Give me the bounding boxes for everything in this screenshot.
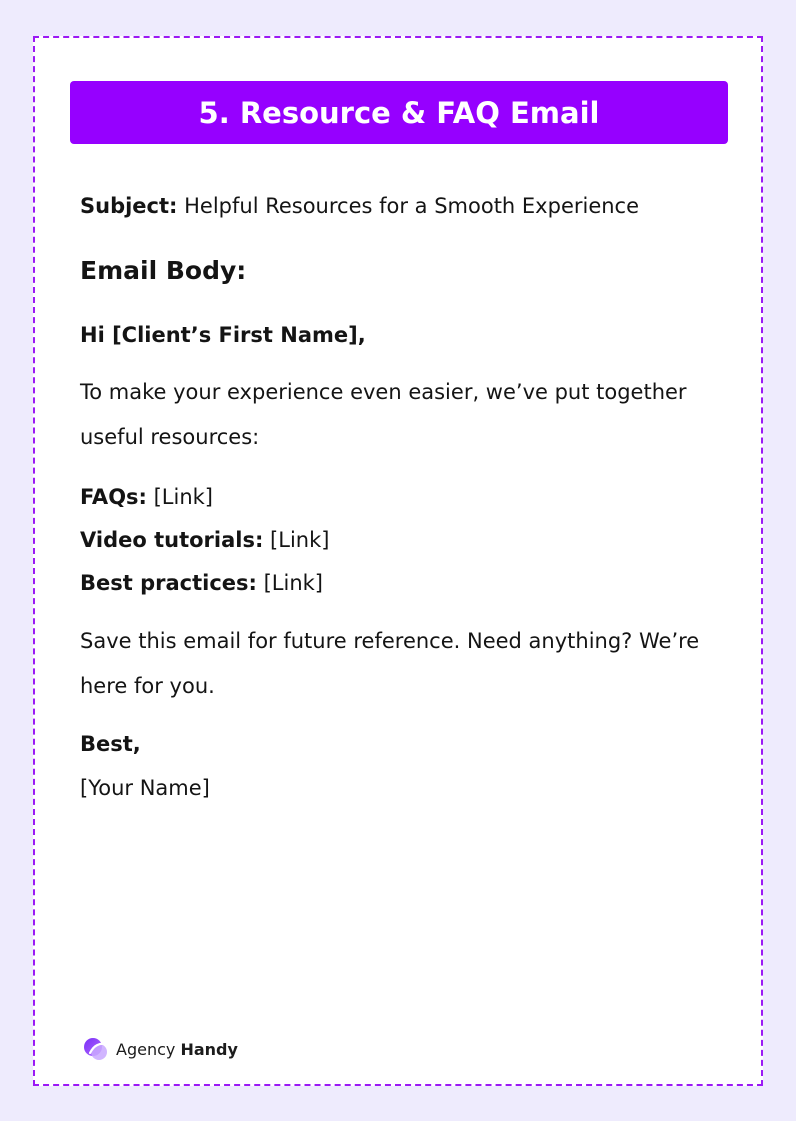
intro-line-1: To make your experience even easier, we’ve put together xyxy=(80,380,687,404)
subject-line xyxy=(80,194,639,218)
agency-handy-logo-icon xyxy=(82,1035,110,1063)
resource-item-faqs xyxy=(80,485,213,509)
resource-item-video-tutorials xyxy=(80,528,329,552)
subject-label: Subject: xyxy=(80,194,178,218)
resource-item-best-practices xyxy=(80,571,323,595)
page-title: 5. Resource & FAQ Email xyxy=(198,95,600,130)
resource-label: Video tutorials: xyxy=(80,528,264,552)
closing-line-2: here for you. xyxy=(80,674,215,698)
subject-value: Helpful Resources for a Smooth Experience xyxy=(177,194,640,218)
brand-name: Agency Handy xyxy=(116,1039,238,1059)
resource-link[interactable]: [Link] xyxy=(146,485,214,509)
resource-label: FAQs: xyxy=(80,485,147,509)
brand-footer xyxy=(82,1035,238,1063)
resource-label: Best practices: xyxy=(80,571,257,595)
email-template-card xyxy=(33,36,763,1086)
resource-link[interactable]: [Link] xyxy=(256,571,324,595)
signature: [Your Name] xyxy=(80,776,210,800)
closing-line-1: Save this email for future reference. Need anything? We’re xyxy=(80,629,700,653)
signoff: Best, xyxy=(80,732,141,756)
email-body-heading: Email Body: xyxy=(80,256,247,285)
greeting: Hi [Client’s First Name], xyxy=(80,323,366,347)
intro-line-2: useful resources: xyxy=(80,425,260,449)
resource-link[interactable]: [Link] xyxy=(263,528,330,552)
title-banner xyxy=(70,81,728,144)
